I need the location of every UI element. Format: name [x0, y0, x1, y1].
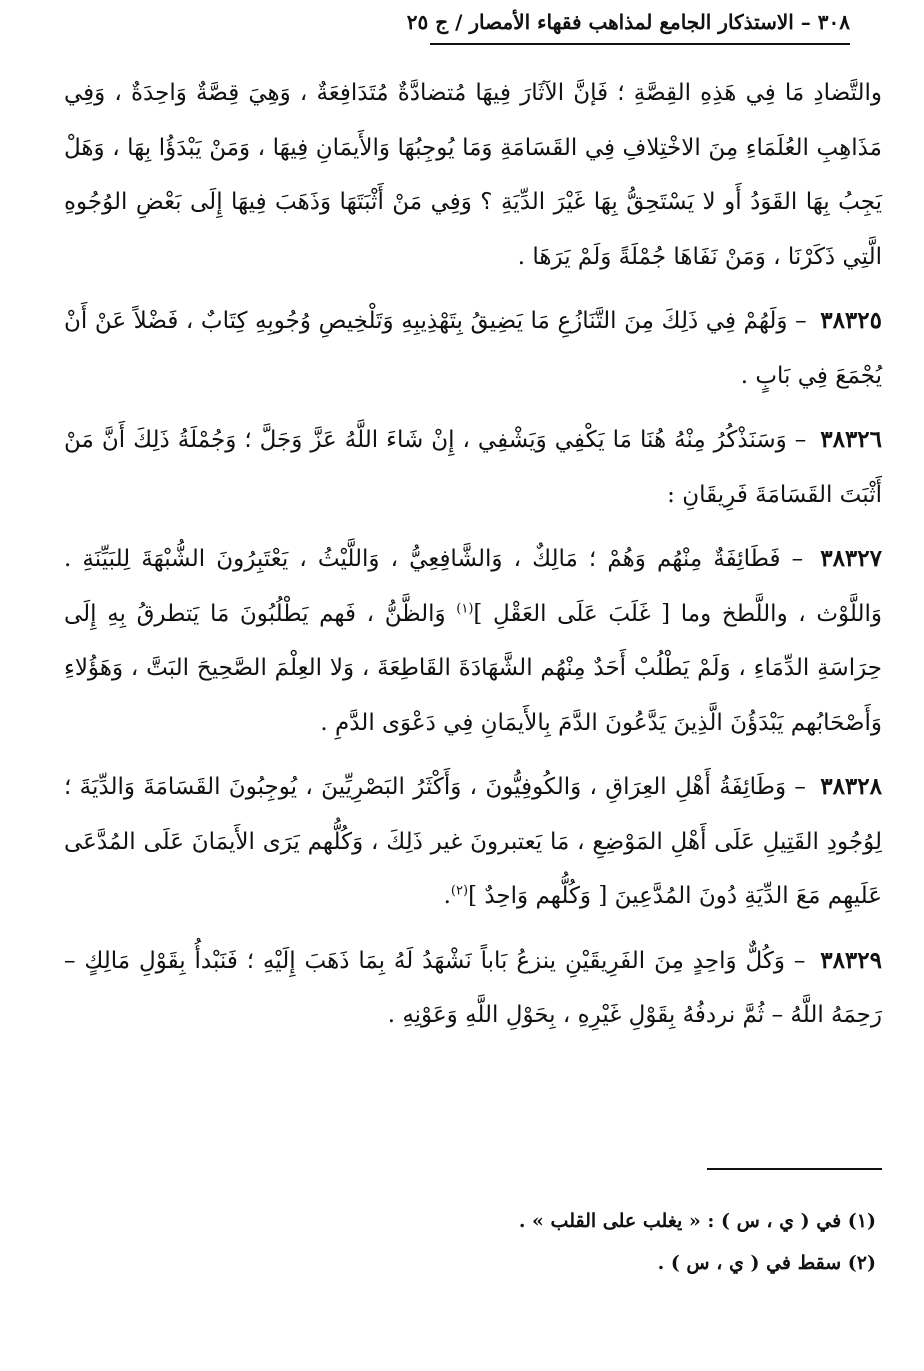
paragraph-text: – وَطَائِفَةُ أَهْلِ العِرَاقِ ، وَالكُوفِيُّونَ ، وَأَكْثَرُ البَصْرِيِّينَ ، يُوجِبُونَ القَسَامَةَ وَالدِّيَةَ ؛ لِوُجُودِ القَتِيلِ عَلَى أَهْلِ المَوْضِعِ ، مَا يَعتبرونَ غير ذَلِكَ ، وَكُلُّهم يَرَى الأَيمَانَ عَلَى المُدَّعَى عَلَيهِم مَعَ الدِّيَةِ دُونَ المُدَّعِينَ [ وَكُلُّهم وَاحِدٌ ] — [64, 774, 882, 909]
running-head: ٣٠٨ – الاستذكار الجامع لمذاهب فقهاء الأمصار / ج ٢٥ — [406, 10, 850, 34]
footnote-ref-1[interactable]: (١) — [456, 600, 474, 616]
footnote-2: (٢) سقط في ( ي ، س ) . — [657, 1252, 876, 1274]
paragraph-number: ٣٨٣٢٦ — [820, 426, 883, 453]
intro-paragraph: والتَّضادِ مَا فِي هَذِهِ القِصَّةِ ؛ فَإنَّ الآثَارَ فِيهَا مُتضادَّةٌ مُتَدَافِعَةٌ ، وَهِيَ قِصَّةٌ وَاحِدَةٌ ، وَفِي مَذَاهِبِ العُلَمَاءِ مِنَ الاخْتِلافِ فِي القَسَامَةِ وَمَا يُوجِبُهَا وَالأَيمَانِ فِيهَا ، وَمَنْ يَبْدَؤُا بِهَا ، وَهَلْ يَجِبُ بِهَا القَوَدُ أَو لا يَسْتَحِقُّ بِهَا غَيْرَ الدِّيَةِ ؟ وَفِي مَنْ أَثْبَتَهَا وَذَهَبَ فِيهَا إِلَى بَعْضِ الوُجُوهِ الَّتِي ذَكَرْنَا ، وَمَنْ نَفَاهَا جُمْلَةً وَلَمْ يَرَهَا . — [64, 80, 882, 270]
paragraph-38325 — [64, 294, 882, 403]
paragraph-text: – وَكُلٌّ وَاحِدٍ مِنَ الفَرِيقَيْنِ ينزعُ بَاباً نَشْهَدُ لَهُ بِمَا ذَهَبَ إِلَيْهِ ؛ فَنَبْدأُ بِقَوْلِ مَالِكٍ – رَحِمَهُ اللَّهُ – ثُمَّ نردفُهُ بِقَوْلِ غَيْرِهِ ، بِحَوْلِ اللَّهِ وَعَوْنِهِ . — [64, 947, 882, 1028]
main-text — [64, 66, 882, 1053]
paragraph-38327 — [64, 532, 882, 750]
footnote-ref-2[interactable]: (٢) — [450, 883, 469, 899]
paragraph-number: ٣٨٣٢٨ — [820, 773, 882, 800]
paragraph-text: – وَسَنَذْكُرُ مِنْهُ هُنَا مَا يَكْفِي وَيَشْفِي ، إِنْ شَاءَ اللَّهُ عَزَّ وَجَلَّ ؛ وَجُمْلَةُ ذَلِكَ أَنَّ مَنْ أَثْبَتَ القَسَامَةَ فَرِيقَانِ : — [64, 427, 882, 508]
footnote-rule — [707, 1168, 882, 1170]
paragraph-number: ٣٨٣٢٥ — [820, 307, 882, 334]
footnotes — [76, 1200, 876, 1284]
paragraph-38326 — [64, 413, 882, 522]
footnote-1: (١) في ( ي ، س ) : « يغلب على القلب » . — [518, 1210, 876, 1232]
paragraph-text-continued: وَالظَّنُّ ، فَهم يَطْلُبُونَ مَا يَتطرقُ بِهِ إِلَى حِرَاسَةِ الدِّمَاءِ ، وَلَمْ يَطْلُبْ أَحَدٌ مِنْهُم الشَّهَادَةَ القَاطِعَةَ ، وَلا العِلْمَ الصَّحِيحَ البَتَّ ، وَهَؤُلاءِ وَأَصْحَابُهم يَبْدَؤُنَ الَّذِينَ يَدَّعُونَ الدَّمَ بِالأَيمَانِ فِي دَعْوَى الدَّمِ . — [64, 600, 882, 736]
paragraph-number: ٣٨٣٢٧ — [820, 545, 882, 572]
paragraph-text: – فَطَائِفَةٌ مِنْهُم وَهُمْ ؛ مَالِكٌ ، وَالشَّافِعِيُّ ، وَاللَّيْثُ ، يَعْتَبِرُونَ الشُّبْهَةَ لِلبَيِّنَةِ . وَاللَّوْث ، واللَّطخ وما [ غَلَبَ عَلَى العَقْلِ ] — [64, 546, 883, 627]
paragraph-text-continued: . — [443, 883, 451, 909]
paragraph-38328 — [64, 760, 882, 924]
paragraph-38329 — [64, 934, 882, 1043]
paragraph-number: ٣٨٣٢٩ — [820, 946, 882, 974]
paragraph-text: – وَلَهُمْ فِي ذَلِكَ مِنَ التَّنَازُعِ مَا يَضِيقُ بِتَهْذِيبِهِ وَتَلْخِيصِ وُجُوبِهِ كِتَابٌ ، فَضْلاً عَنْ أَنْ يُجْمَعَ فِي بَابٍ . — [64, 308, 882, 389]
header-rule — [430, 43, 850, 45]
